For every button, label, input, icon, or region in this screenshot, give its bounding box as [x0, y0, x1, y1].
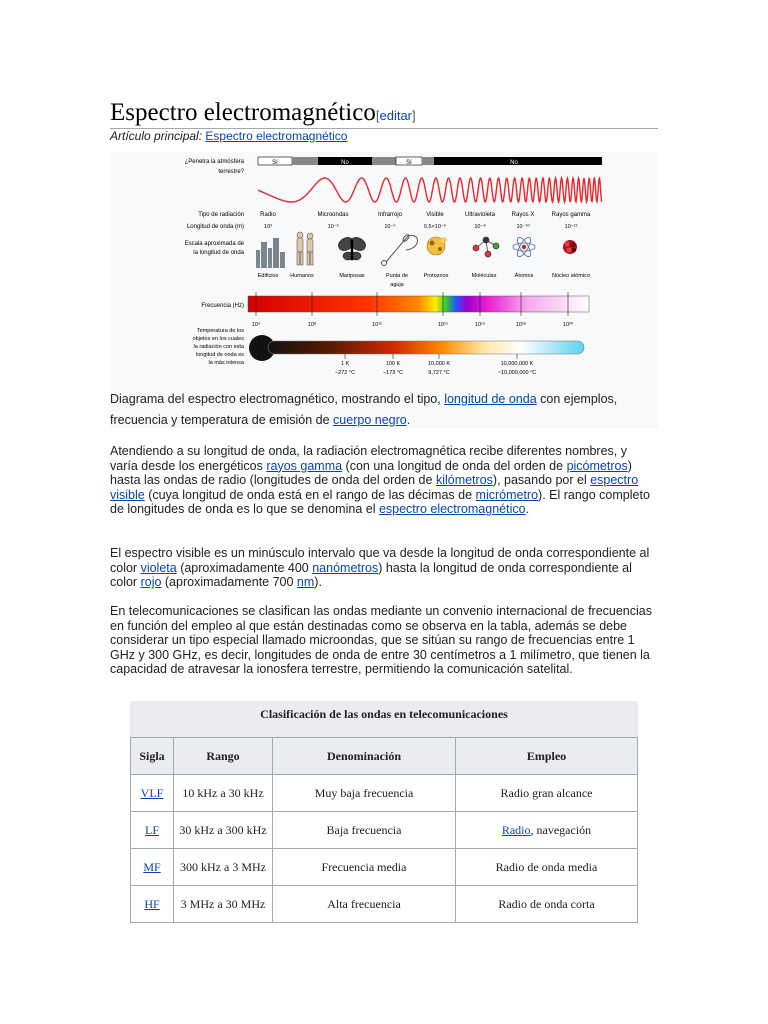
- caption-link-wavelength[interactable]: longitud de onda: [444, 392, 537, 406]
- frequency-value: 10⁴: [251, 322, 261, 328]
- temperature-celsius: ~10,000,000 °C: [497, 370, 537, 376]
- cell-denominacion: Frecuencia media: [273, 849, 456, 886]
- wavelength-value: 10⁻⁵: [384, 224, 396, 230]
- atmosphere-label-1: ¿Penetra la atmósfera: [184, 159, 244, 165]
- radiation-type-label: Rayos gamma: [551, 212, 591, 218]
- empleo-link-radio[interactable]: Radio: [501, 822, 531, 837]
- radiation-type-label: Radio: [260, 212, 276, 218]
- hatnote-link[interactable]: Espectro electromagnético: [205, 129, 348, 143]
- radiation-type-label: Tipo de radiación: [198, 212, 244, 218]
- penetration-label-1: Sí: [272, 160, 278, 166]
- thermometer-bar: [268, 341, 584, 354]
- frequency-bar: [248, 296, 589, 312]
- scale-label-1: Escala aproximada de: [184, 241, 244, 247]
- radiation-type-label: Microondas: [317, 212, 349, 218]
- header-sigla: Sigla: [131, 738, 174, 775]
- butterfly-icon: [336, 235, 368, 260]
- cell-empleo: Radio, navegación: [456, 812, 638, 849]
- scale-object-label: Mariposas: [339, 273, 365, 279]
- frequency-value: 10¹⁸: [515, 322, 527, 328]
- link-red[interactable]: rojo: [140, 575, 162, 590]
- wavelength-value: 10⁻¹⁰: [516, 224, 530, 230]
- radiation-type-label: Rayos X: [511, 212, 535, 218]
- scale-object-label: Núcleo atómico: [552, 273, 590, 279]
- telecom-table: [130, 701, 638, 923]
- section-title: Espectro electromagnético: [110, 99, 376, 126]
- table-row: [131, 886, 638, 923]
- temperature-label-line: la más intensa: [208, 360, 244, 366]
- paragraph-3: En telecomunicaciones se clasifican las ondas mediante un convenio internacional de frecuencias en función del empleo al que están destinadas como se observa en la tabla, además se debe considerar un tipo especial llamado microondas, que se sitúan su rango de frecuencias entre 1 GHz y 300 GHz, es decir, longitudes de onda de entre 30 centímetros a 1 milímetro, que tienen la capacidad de atravesar la ionosfera terrestre, permitiendo la comunicación satelital.: [110, 604, 652, 677]
- humans-icon: [297, 232, 313, 265]
- scale-object-label: aguja: [390, 282, 404, 288]
- wavelength-value: 10⁻²: [327, 224, 339, 230]
- hatnote: [110, 129, 347, 143]
- frequency-value: 10⁸: [307, 322, 317, 328]
- temperature-kelvin: 10,000 K: [427, 361, 451, 367]
- cell-denominacion: Alta frecuencia: [273, 886, 456, 923]
- scale-object-label: Punta de: [385, 273, 409, 279]
- wavelength-value: 10³: [264, 224, 272, 230]
- penetration-label-4: No: [510, 160, 518, 166]
- penetration-gradient-1: [292, 157, 318, 165]
- cell-rango: 10 kHz a 30 kHz: [174, 775, 273, 812]
- header-rango: Rango: [174, 738, 273, 775]
- building-icon: [256, 238, 285, 268]
- scale-label-2: la longitud de onda: [193, 250, 244, 256]
- cell-sigla: [131, 812, 174, 849]
- penetration-gradient-2: [372, 157, 396, 165]
- cell-sigla: [131, 886, 174, 923]
- cell-sigla: [131, 775, 174, 812]
- table-row: [131, 775, 638, 812]
- table-row: [131, 812, 638, 849]
- wave-line: [258, 178, 602, 202]
- cell-sigla: [131, 849, 174, 886]
- radiation-type-label: Ultravioleta: [464, 212, 496, 218]
- cell-rango: 30 kHz a 300 kHz: [174, 812, 273, 849]
- edit-link[interactable]: editar: [379, 108, 413, 123]
- cell-empleo: Radio gran alcance: [456, 775, 638, 812]
- temperature-kelvin: 1 K: [340, 361, 350, 367]
- figure-caption: Diagrama del espectro electromagnético, mostrando el tipo, longitud de onda con ejemplos, frecuencia y temperatura de emisión de cuerpo negro.: [110, 392, 618, 427]
- penetration-gradient-3: [422, 157, 434, 165]
- atmosphere-label-2: terrestre?: [218, 169, 244, 175]
- link-nm[interactable]: nm: [296, 575, 315, 590]
- frequency-value: 10¹⁶: [474, 322, 486, 328]
- frequency-label: Frecuencia (Hz): [201, 303, 244, 309]
- temperature-label-line: Temperatura de los: [196, 328, 244, 334]
- cell-rango: 300 kHz a 3 MHz: [174, 849, 273, 886]
- sigla-link[interactable]: MF: [143, 859, 161, 874]
- temperature-label-line: objetos en los cuales: [192, 336, 244, 342]
- wavelength-label: Longitud de onda (m): [186, 224, 244, 230]
- cell-denominacion: Muy baja frecuencia: [273, 775, 456, 812]
- caption-link-blackbody[interactable]: cuerpo negro: [333, 413, 407, 427]
- scale-object-label: Moléculas: [471, 273, 497, 279]
- radiation-type-label: Visible: [426, 212, 444, 218]
- hatnote-prefix: Artículo principal:: [110, 129, 203, 143]
- temperature-kelvin: 10,000,000 K: [500, 361, 534, 367]
- wavelength-value: 10⁻¹²: [564, 224, 578, 230]
- header-denominacion: Denominación: [273, 738, 456, 775]
- temperature-kelvin: 100 K: [385, 361, 401, 367]
- cell-empleo: Radio de onda corta: [456, 886, 638, 923]
- wavelength-value: 0.5×10⁻⁶: [423, 224, 447, 230]
- paragraph-1: Atendiendo a su longitud de onda, la radiación electromagnética recibe diferentes nombres, y varía desde los energéticos rayos gamma (con una longitud de onda del orden de picómetros) hasta las ondas de radio (longitudes de onda del orden de kilómetros), pasando por el espectro visible (cuya longitud de onda está en el rango de las décimas de micrómetro). El rango completo de longitudes de onda es lo que se denomina el espectro electromagnético.: [110, 444, 650, 517]
- header-empleo: Empleo: [456, 738, 638, 775]
- edit-section: [editar]: [375, 108, 416, 123]
- scale-object-label: Edificios: [257, 273, 279, 279]
- cell-empleo: Radio de onda media: [456, 849, 638, 886]
- temperature-label-line: la radiación con esta: [193, 344, 244, 350]
- cell-rango: 3 MHz a 30 MHz: [174, 886, 273, 923]
- scale-object-label: Protozoos: [423, 273, 449, 279]
- frequency-value: 10²⁰: [562, 322, 574, 328]
- needle-icon: [382, 234, 418, 266]
- link-kilometers[interactable]: kilómetros: [435, 473, 493, 488]
- penetration-label-3: Sí: [406, 160, 412, 166]
- sigla-link[interactable]: VLF: [140, 785, 164, 800]
- molecule-icon: [473, 237, 499, 257]
- penetration-label-2: No: [341, 160, 349, 166]
- protozoa-icon: [427, 237, 447, 255]
- sigla-link[interactable]: HF: [144, 896, 160, 911]
- atom-icon: [513, 235, 535, 258]
- scale-object-label: Humanos: [290, 273, 314, 279]
- link-gamma-rays[interactable]: rayos gamma: [266, 458, 343, 473]
- table-row: [131, 849, 638, 886]
- penetration-no-2: [434, 157, 602, 165]
- wavelength-value: 10⁻⁸: [474, 224, 486, 230]
- sigla-link[interactable]: LF: [144, 822, 159, 837]
- table-header-row: [131, 738, 638, 775]
- radiation-type-label: Infrarrojo: [377, 212, 403, 218]
- link-visible-spectrum[interactable]: espectro visible: [110, 473, 639, 502]
- link-micrometer[interactable]: micrómetro: [475, 487, 539, 502]
- frequency-value: 10¹⁵: [437, 322, 449, 328]
- temperature-celsius: −173 °C: [382, 370, 404, 376]
- cell-denominacion: Baja frecuencia: [273, 812, 456, 849]
- spectrum-diagram: [110, 152, 658, 388]
- nucleus-icon: [563, 240, 577, 254]
- spectrum-figure: [110, 152, 658, 428]
- section-heading: [110, 98, 658, 129]
- temperature-celsius: 9,727 °C: [428, 370, 450, 376]
- temperature-label-line: longitud de onda es: [195, 352, 244, 358]
- link-violet[interactable]: violeta: [140, 560, 177, 575]
- temperature-celsius: −272 °C: [334, 370, 356, 376]
- scale-object-label: Átomos: [514, 273, 534, 279]
- link-picometers[interactable]: picómetros: [566, 458, 628, 473]
- table-caption: Clasificación de las ondas en telecomunicaciones: [130, 701, 638, 737]
- frequency-value: 10¹²: [372, 322, 382, 328]
- paragraph-2: El espectro visible es un minúsculo intervalo que va desde la longitud de onda correspondiente al color violeta (aproximadamente 400 nanómetros) hasta la longitud de onda correspondiente al color rojo (aproximadamente 700 nm).: [110, 546, 650, 590]
- link-nanometers[interactable]: nanómetros: [312, 560, 379, 575]
- link-em-spectrum[interactable]: espectro electromagnético: [378, 502, 526, 517]
